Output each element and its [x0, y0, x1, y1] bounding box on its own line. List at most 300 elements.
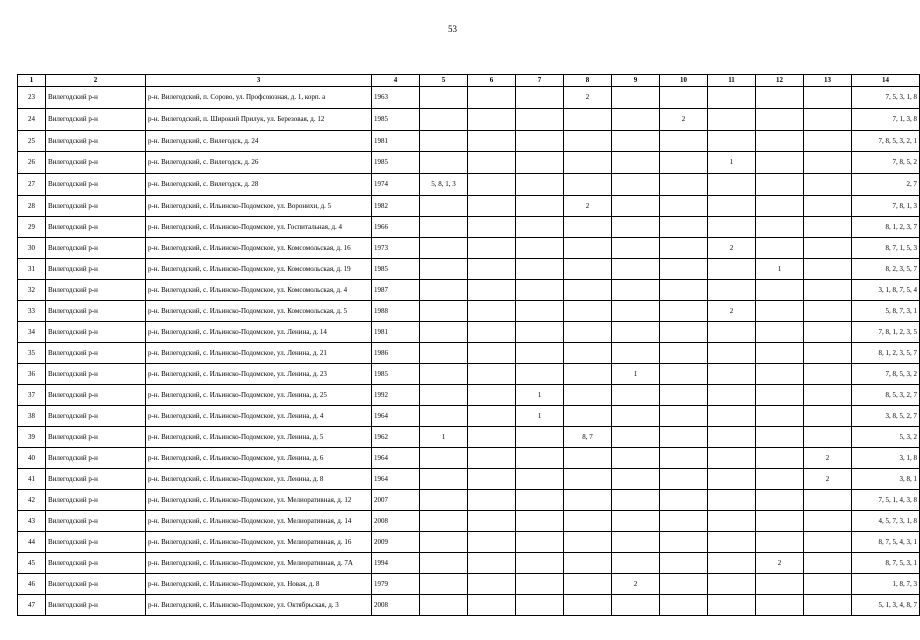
table-row	[18, 532, 920, 553]
value-cell	[756, 152, 804, 174]
value-cell	[468, 259, 516, 280]
value-cell	[756, 343, 804, 364]
row-number: 24	[18, 109, 46, 131]
value-cell	[612, 385, 660, 406]
value-cell	[468, 364, 516, 385]
value-cell	[660, 427, 708, 448]
table-row	[18, 196, 920, 217]
year-cell: 1994	[372, 553, 420, 574]
value-cell: 2	[660, 109, 708, 131]
district-cell: Вилегодский р-н	[46, 174, 146, 196]
value-cell	[612, 238, 660, 259]
value-cell	[468, 152, 516, 174]
value-cell	[420, 280, 468, 301]
column-header: 8	[564, 75, 612, 87]
value-cell	[660, 595, 708, 616]
row-number: 33	[18, 301, 46, 322]
value-cell	[420, 322, 468, 343]
value-cell	[756, 385, 804, 406]
value-cell	[516, 343, 564, 364]
address-cell: р-н. Вилегодский, п. Широкий Прилук, ул. Березовая, д. 12	[146, 109, 372, 131]
value-cell	[420, 448, 468, 469]
page-number: 53	[448, 24, 457, 34]
value-cell	[660, 406, 708, 427]
value-cell: 2	[708, 301, 756, 322]
year-cell: 1985	[372, 152, 420, 174]
value-cell	[756, 280, 804, 301]
value-cell	[564, 406, 612, 427]
value-cell	[660, 259, 708, 280]
value-cell	[420, 385, 468, 406]
row-number: 29	[18, 217, 46, 238]
row-number: 47	[18, 595, 46, 616]
value-cell	[612, 343, 660, 364]
value-cell: 2	[756, 553, 804, 574]
value-cell	[516, 553, 564, 574]
value-cell	[516, 469, 564, 490]
address-cell: р-н. Вилегодский, с. Ильинско-Подомское, ул. Комсомольская, д. 16	[146, 238, 372, 259]
value-cell	[804, 490, 852, 511]
address-cell: р-н. Вилегодский, с. Ильинско-Подомское, ул. Мелиоративная, д. 7А	[146, 553, 372, 574]
row-number: 26	[18, 152, 46, 174]
row-number: 34	[18, 322, 46, 343]
row-number: 39	[18, 427, 46, 448]
table-row	[18, 469, 920, 490]
row-number: 46	[18, 574, 46, 595]
value-cell	[708, 343, 756, 364]
value-cell	[756, 511, 804, 532]
value-cell	[516, 364, 564, 385]
address-cell: р-н. Вилегодский, с. Ильинско-Подомское, ул. Мелиоративная, д. 12	[146, 490, 372, 511]
value-cell	[516, 490, 564, 511]
value-cell	[756, 364, 804, 385]
value-cell	[564, 511, 612, 532]
value-cell	[516, 532, 564, 553]
value-cell	[660, 131, 708, 152]
value-cell	[420, 511, 468, 532]
table-row	[18, 131, 920, 152]
value-cell	[468, 595, 516, 616]
year-cell: 1986	[372, 343, 420, 364]
value-cell	[564, 553, 612, 574]
value-cell	[708, 469, 756, 490]
row-number: 23	[18, 87, 46, 109]
row-number: 42	[18, 490, 46, 511]
value-cell	[516, 87, 564, 109]
row-number: 28	[18, 196, 46, 217]
table-row	[18, 574, 920, 595]
address-cell: р-н. Вилегодский, с. Ильинско-Подомское, ул. Ленина, д. 6	[146, 448, 372, 469]
district-cell: Вилегодский р-н	[46, 238, 146, 259]
value-cell	[804, 553, 852, 574]
value-cell	[420, 259, 468, 280]
value-cell: 1, 8, 7, 3	[852, 574, 920, 595]
value-cell	[420, 109, 468, 131]
address-cell: р-н. Вилегодский, с. Ильинско-Подомское, ул. Мелиоративная, д. 16	[146, 532, 372, 553]
value-cell	[516, 511, 564, 532]
value-cell	[708, 131, 756, 152]
column-header: 13	[804, 75, 852, 87]
value-cell	[516, 259, 564, 280]
value-cell	[756, 322, 804, 343]
value-cell	[468, 87, 516, 109]
value-cell	[804, 427, 852, 448]
district-cell: Вилегодский р-н	[46, 87, 146, 109]
table-row	[18, 343, 920, 364]
row-number: 38	[18, 406, 46, 427]
address-cell: р-н. Вилегодский, с. Ильинско-Подомское, ул. Госпитальная, д. 4	[146, 217, 372, 238]
value-cell	[612, 131, 660, 152]
value-cell	[612, 406, 660, 427]
district-cell: Вилегодский р-н	[46, 574, 146, 595]
value-cell	[564, 280, 612, 301]
value-cell	[660, 532, 708, 553]
value-cell	[804, 385, 852, 406]
year-cell: 1992	[372, 385, 420, 406]
address-cell: р-н. Вилегодский, с. Ильинско-Подомское, ул. Новая, д. 8	[146, 574, 372, 595]
value-cell	[708, 448, 756, 469]
value-cell: 8, 5, 3, 2, 7	[852, 385, 920, 406]
value-cell	[612, 301, 660, 322]
value-cell	[708, 385, 756, 406]
column-header: 10	[660, 75, 708, 87]
value-cell	[756, 217, 804, 238]
value-cell: 8, 1, 2, 3, 5, 7	[852, 343, 920, 364]
year-cell: 1973	[372, 238, 420, 259]
table-row	[18, 152, 920, 174]
value-cell	[468, 301, 516, 322]
value-cell	[612, 595, 660, 616]
value-cell	[516, 448, 564, 469]
table-body	[18, 87, 920, 616]
year-cell: 1985	[372, 109, 420, 131]
value-cell: 5, 8, 7, 3, 1	[852, 301, 920, 322]
value-cell	[756, 469, 804, 490]
district-cell: Вилегодский р-н	[46, 553, 146, 574]
value-cell: 5, 8, 1, 3	[420, 174, 468, 196]
value-cell	[612, 532, 660, 553]
table-row	[18, 490, 920, 511]
value-cell	[420, 87, 468, 109]
value-cell	[564, 574, 612, 595]
value-cell	[612, 469, 660, 490]
table-row	[18, 553, 920, 574]
value-cell: 8, 7, 5, 4, 3, 1	[852, 532, 920, 553]
value-cell	[660, 343, 708, 364]
table-row	[18, 217, 920, 238]
value-cell: 8, 7	[564, 427, 612, 448]
district-cell: Вилегодский р-н	[46, 196, 146, 217]
value-cell	[804, 301, 852, 322]
value-cell	[756, 301, 804, 322]
value-cell	[756, 532, 804, 553]
row-number: 27	[18, 174, 46, 196]
value-cell	[660, 553, 708, 574]
value-cell	[708, 87, 756, 109]
value-cell: 4, 5, 7, 3, 1, 8	[852, 511, 920, 532]
value-cell	[564, 343, 612, 364]
district-cell: Вилегодский р-н	[46, 109, 146, 131]
value-cell	[660, 322, 708, 343]
value-cell	[468, 131, 516, 152]
value-cell	[468, 574, 516, 595]
value-cell	[804, 174, 852, 196]
housing-table	[17, 74, 920, 616]
year-cell: 1962	[372, 427, 420, 448]
value-cell	[612, 152, 660, 174]
column-header: 12	[756, 75, 804, 87]
value-cell	[660, 280, 708, 301]
value-cell	[612, 322, 660, 343]
value-cell	[804, 532, 852, 553]
value-cell	[804, 217, 852, 238]
value-cell	[804, 196, 852, 217]
row-number: 31	[18, 259, 46, 280]
value-cell	[708, 364, 756, 385]
value-cell	[756, 109, 804, 131]
address-cell: р-н. Вилегодский, с. Ильинско-Подомское, ул. Комсомольская, д. 5	[146, 301, 372, 322]
value-cell	[564, 109, 612, 131]
value-cell	[468, 385, 516, 406]
table-row	[18, 238, 920, 259]
value-cell: 8, 7, 5, 3, 1	[852, 553, 920, 574]
value-cell	[756, 427, 804, 448]
address-cell: р-н. Вилегодский, с. Ильинско-Подомское, ул. Ленина, д. 23	[146, 364, 372, 385]
value-cell: 2	[804, 448, 852, 469]
value-cell	[804, 364, 852, 385]
year-cell: 1966	[372, 217, 420, 238]
district-cell: Вилегодский р-н	[46, 131, 146, 152]
value-cell	[660, 152, 708, 174]
row-number: 45	[18, 553, 46, 574]
value-cell	[708, 511, 756, 532]
value-cell	[420, 469, 468, 490]
year-cell: 1988	[372, 301, 420, 322]
value-cell	[564, 322, 612, 343]
value-cell	[804, 322, 852, 343]
value-cell	[516, 109, 564, 131]
value-cell	[804, 511, 852, 532]
value-cell	[708, 490, 756, 511]
value-cell	[564, 385, 612, 406]
year-cell: 1974	[372, 174, 420, 196]
table-row	[18, 87, 920, 109]
value-cell	[756, 131, 804, 152]
value-cell	[660, 217, 708, 238]
value-cell	[660, 469, 708, 490]
value-cell	[420, 131, 468, 152]
value-cell	[420, 301, 468, 322]
value-cell	[516, 217, 564, 238]
value-cell	[468, 406, 516, 427]
value-cell	[516, 301, 564, 322]
table-row	[18, 301, 920, 322]
district-cell: Вилегодский р-н	[46, 152, 146, 174]
value-cell	[804, 574, 852, 595]
value-cell: 2	[564, 87, 612, 109]
value-cell	[468, 280, 516, 301]
column-header: 4	[372, 75, 420, 87]
header-row	[18, 75, 920, 87]
district-cell: Вилегодский р-н	[46, 343, 146, 364]
value-cell: 2	[804, 469, 852, 490]
value-cell	[660, 448, 708, 469]
value-cell: 5, 3, 2	[852, 427, 920, 448]
address-cell: р-н. Вилегодский, с. Ильинско-Подомское, ул. Ленина, д. 4	[146, 406, 372, 427]
year-cell: 1964	[372, 469, 420, 490]
district-cell: Вилегодский р-н	[46, 532, 146, 553]
value-cell	[708, 595, 756, 616]
value-cell	[468, 322, 516, 343]
value-cell	[564, 238, 612, 259]
value-cell: 3, 8, 1	[852, 469, 920, 490]
row-number: 41	[18, 469, 46, 490]
district-cell: Вилегодский р-н	[46, 385, 146, 406]
value-cell	[756, 238, 804, 259]
district-cell: Вилегодский р-н	[46, 280, 146, 301]
district-cell: Вилегодский р-н	[46, 406, 146, 427]
value-cell: 7, 1, 3, 8	[852, 109, 920, 131]
value-cell	[756, 196, 804, 217]
address-cell: р-н. Вилегодский, с. Ильинско-Подомское, ул. Воронихи, д. 5	[146, 196, 372, 217]
district-cell: Вилегодский р-н	[46, 595, 146, 616]
row-number: 25	[18, 131, 46, 152]
district-cell: Вилегодский р-н	[46, 427, 146, 448]
value-cell	[708, 553, 756, 574]
value-cell	[804, 152, 852, 174]
value-cell: 1	[516, 385, 564, 406]
address-cell: р-н. Вилегодский, с. Ильинско-Подомское, ул. Октябрьская, д. 3	[146, 595, 372, 616]
value-cell	[564, 259, 612, 280]
table-row	[18, 595, 920, 616]
column-header: 14	[852, 75, 920, 87]
table-row	[18, 448, 920, 469]
value-cell	[660, 364, 708, 385]
value-cell	[756, 87, 804, 109]
value-cell	[756, 406, 804, 427]
value-cell	[708, 427, 756, 448]
table-row	[18, 511, 920, 532]
value-cell	[708, 532, 756, 553]
value-cell: 5, 1, 3, 4, 8, 7	[852, 595, 920, 616]
value-cell	[804, 280, 852, 301]
value-cell: 8, 2, 3, 5, 7	[852, 259, 920, 280]
address-cell: р-н. Вилегодский, с. Ильинско-Подомское, ул. Комсомольская, д. 4	[146, 280, 372, 301]
value-cell	[756, 448, 804, 469]
value-cell	[420, 196, 468, 217]
value-cell	[468, 469, 516, 490]
value-cell	[708, 109, 756, 131]
value-cell: 7, 5, 1, 4, 3, 8	[852, 490, 920, 511]
value-cell	[516, 427, 564, 448]
value-cell	[516, 174, 564, 196]
value-cell	[468, 490, 516, 511]
value-cell	[468, 109, 516, 131]
column-header: 2	[46, 75, 146, 87]
value-cell	[804, 406, 852, 427]
value-cell	[756, 490, 804, 511]
column-header: 5	[420, 75, 468, 87]
year-cell: 1981	[372, 322, 420, 343]
value-cell: 2	[612, 574, 660, 595]
value-cell	[468, 174, 516, 196]
value-cell	[420, 574, 468, 595]
value-cell	[612, 448, 660, 469]
address-cell: р-н. Вилегодский, п. Сорово, ул. Профсоюзная, д. 1, корп. а	[146, 87, 372, 109]
year-cell: 2007	[372, 490, 420, 511]
column-header: 6	[468, 75, 516, 87]
address-cell: р-н. Вилегодский, с. Ильинско-Подомское, ул. Комсомольская, д. 19	[146, 259, 372, 280]
value-cell	[612, 280, 660, 301]
value-cell	[804, 595, 852, 616]
value-cell	[420, 532, 468, 553]
table-row	[18, 174, 920, 196]
district-cell: Вилегодский р-н	[46, 490, 146, 511]
value-cell	[708, 406, 756, 427]
value-cell	[468, 238, 516, 259]
value-cell	[564, 490, 612, 511]
value-cell	[660, 301, 708, 322]
value-cell	[612, 427, 660, 448]
value-cell	[564, 469, 612, 490]
value-cell	[612, 174, 660, 196]
value-cell	[420, 364, 468, 385]
value-cell	[420, 343, 468, 364]
year-cell: 2008	[372, 511, 420, 532]
value-cell: 7, 8, 5, 3, 2	[852, 364, 920, 385]
value-cell: 3, 1, 8	[852, 448, 920, 469]
value-cell	[420, 406, 468, 427]
address-cell: р-н. Вилегодский, с. Ильинско-Подомское, ул. Ленина, д. 5	[146, 427, 372, 448]
district-cell: Вилегодский р-н	[46, 301, 146, 322]
value-cell	[468, 553, 516, 574]
value-cell	[612, 217, 660, 238]
value-cell	[756, 174, 804, 196]
value-cell: 1	[708, 152, 756, 174]
table-row	[18, 364, 920, 385]
value-cell	[612, 553, 660, 574]
address-cell: р-н. Вилегодский, с. Вилегодск, д. 26	[146, 152, 372, 174]
value-cell	[516, 238, 564, 259]
district-cell: Вилегодский р-н	[46, 364, 146, 385]
value-cell	[468, 427, 516, 448]
value-cell: 2	[564, 196, 612, 217]
value-cell: 2, 7	[852, 174, 920, 196]
value-cell: 7, 8, 5, 3, 2, 1	[852, 131, 920, 152]
value-cell	[612, 511, 660, 532]
value-cell	[804, 259, 852, 280]
value-cell	[660, 574, 708, 595]
year-cell: 1979	[372, 574, 420, 595]
year-cell: 1985	[372, 259, 420, 280]
value-cell	[612, 109, 660, 131]
value-cell	[564, 364, 612, 385]
value-cell	[804, 343, 852, 364]
address-cell: р-н. Вилегодский, с. Ильинско-Подомское, ул. Мелиоративная, д. 14	[146, 511, 372, 532]
table-row	[18, 322, 920, 343]
value-cell	[708, 322, 756, 343]
table-row	[18, 280, 920, 301]
value-cell: 8, 1, 2, 3, 7	[852, 217, 920, 238]
row-number: 44	[18, 532, 46, 553]
value-cell	[804, 131, 852, 152]
value-cell	[420, 217, 468, 238]
value-cell	[660, 490, 708, 511]
value-cell: 3, 1, 8, 7, 5, 4	[852, 280, 920, 301]
year-cell: 1985	[372, 364, 420, 385]
value-cell	[708, 574, 756, 595]
address-cell: р-н. Вилегодский, с. Ильинско-Подомское, ул. Ленина, д. 25	[146, 385, 372, 406]
